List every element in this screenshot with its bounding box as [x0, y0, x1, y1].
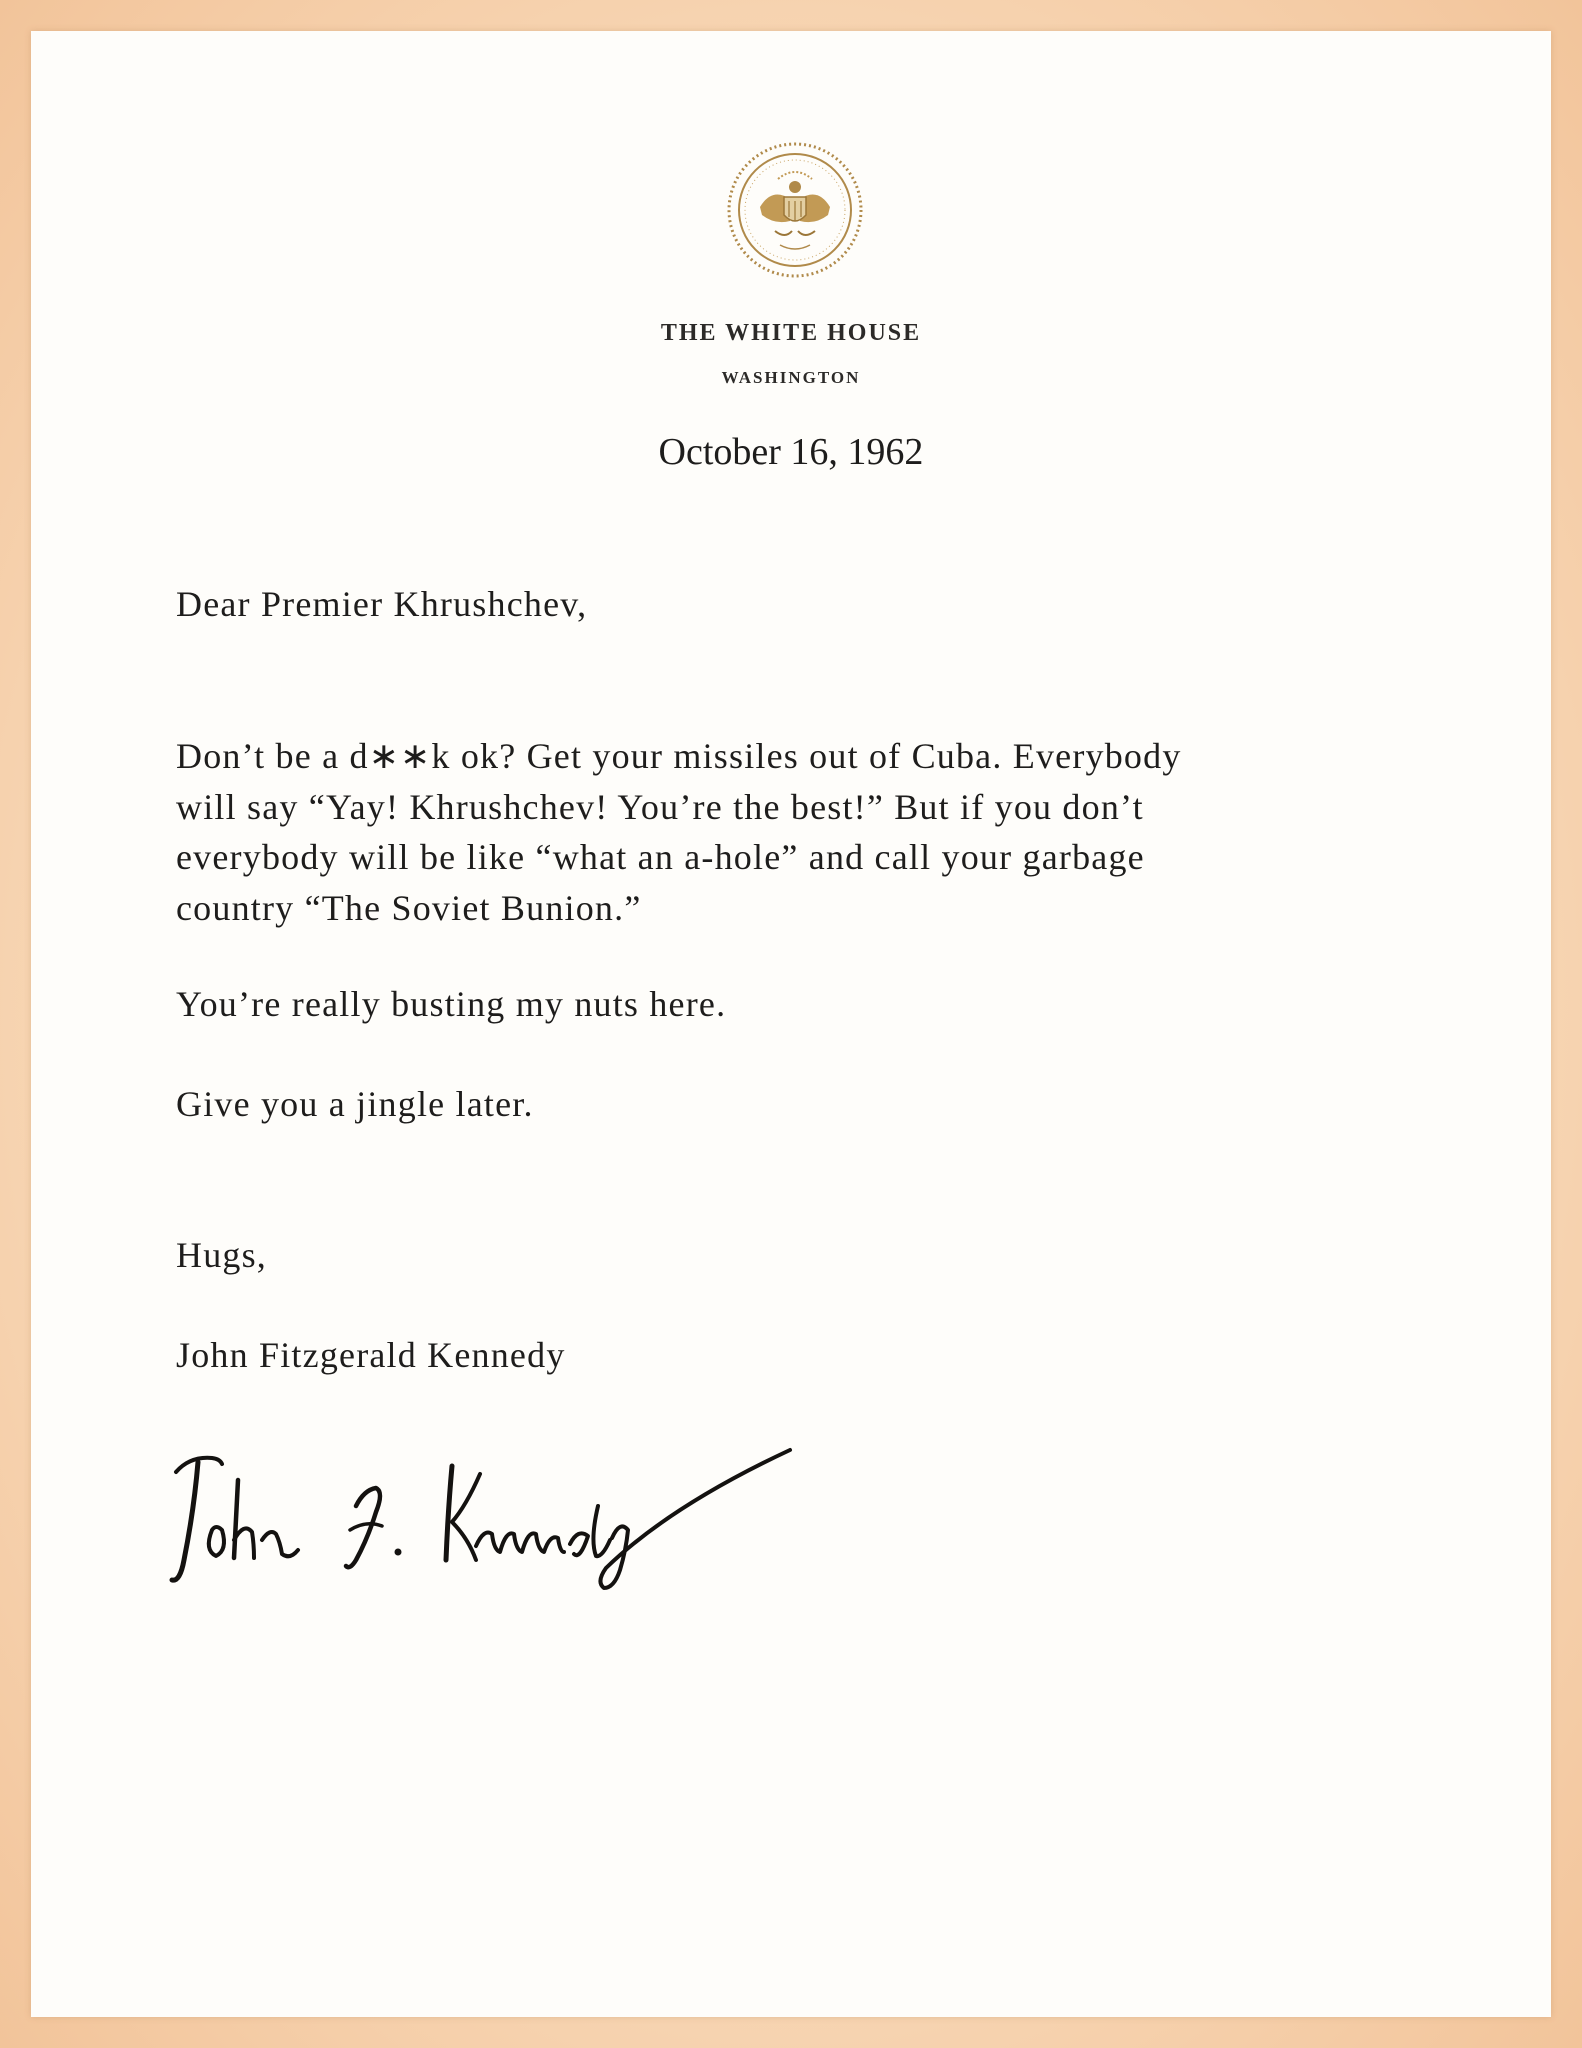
letterhead-subtitle: WASHINGTON [721, 368, 861, 387]
body-line: Don’t be a d∗∗k ok? Get your missiles out of Cuba. Everybody [176, 736, 1182, 776]
paragraph-3: Give you a jingle later. [176, 1084, 534, 1124]
letterhead-title: THE WHITE HOUSE [660, 320, 922, 346]
closing: Hugs, [176, 1235, 268, 1275]
body-line: country “The Soviet Bunion.” [176, 887, 642, 928]
letter-date: October 16, 1962 [658, 431, 924, 473]
signature [150, 1410, 830, 1600]
body-paragraph [176, 731, 1406, 933]
body-line: everybody will be like “what an a-hole” and call your garbage [176, 837, 1145, 877]
presidential-seal-icon [720, 135, 870, 285]
paragraph-2: You’re really busting my nuts here. [176, 984, 727, 1024]
typed-name: John Fitzgerald Kennedy [176, 1335, 566, 1375]
body-line: will say “Yay! Khrushchev! You’re the best!” But if you don’t [176, 786, 1144, 827]
salutation: Dear Premier Khrushchev, [176, 584, 588, 624]
